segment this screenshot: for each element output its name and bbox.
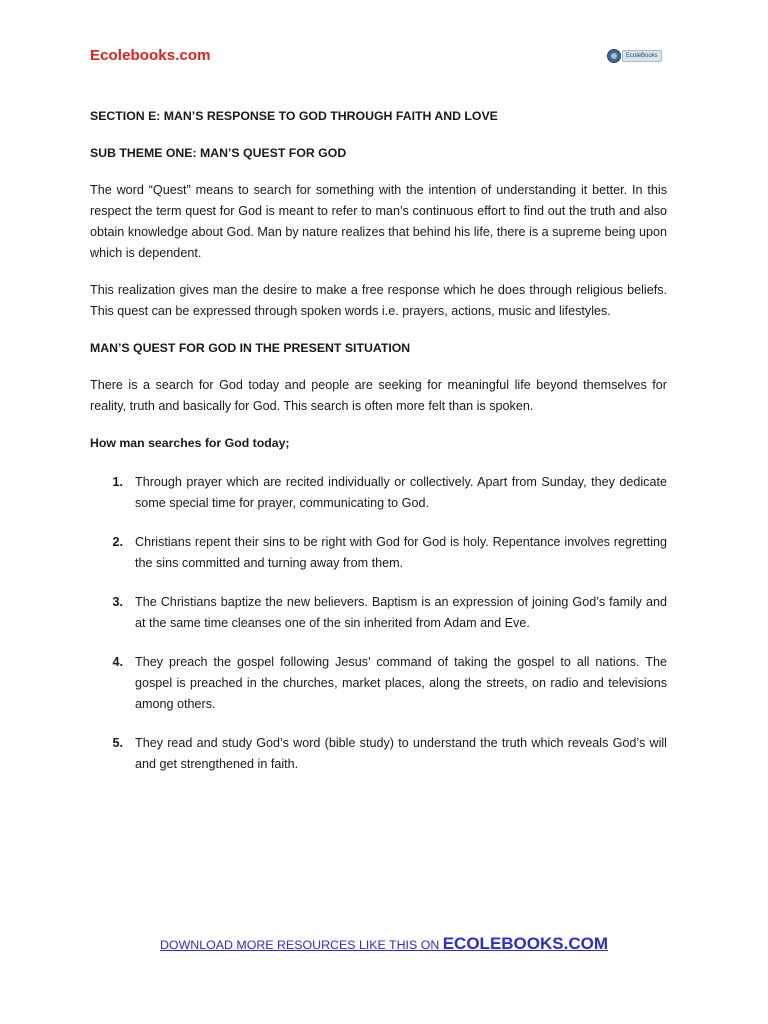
list-item	[90, 733, 667, 775]
ecolebooks-logo	[607, 47, 657, 64]
list-number: 1.	[112, 475, 123, 489]
list-item-text: They read and study God’s word (bible study) to understand the truth which reveals God’s will and get strengthened in faith.	[135, 736, 667, 771]
footer	[0, 934, 768, 954]
list-item-text: Through prayer which are recited individually or collectively. Apart from Sunday, they dedicate some special time for prayer, communicating to God.	[135, 475, 667, 510]
list-number: 4.	[112, 655, 123, 669]
download-resources-link[interactable]	[160, 936, 608, 953]
logo-text: EcoleBooks	[622, 50, 662, 62]
list-item-text: Christians repent their sins to be right with God for God is holy. Repentance involves regretting the sins committed and turning away from them.	[135, 535, 667, 570]
list-item	[90, 532, 667, 574]
sub-theme-title: SUB THEME ONE: MAN’S QUEST FOR GOD	[90, 146, 347, 160]
brand-title: Ecolebooks.com	[90, 47, 211, 64]
footer-link-text: DOWNLOAD MORE RESOURCES LIKE THIS ON	[159, 938, 443, 952]
list-item	[90, 652, 667, 715]
list-item-text: They preach the gospel following Jesus’ command of taking the gospel to all nations. The gospel is preached in the churches, market places, along the streets, on radio and televisions among others.	[135, 655, 667, 711]
present-situation-heading: MAN’S QUEST FOR GOD IN THE PRESENT SITUATION	[90, 341, 411, 355]
paragraph-present-situation: There is a search for God today and people are seeking for meaningful life beyond themselves for reality, truth and basically for God. This search is often more felt than is spoken.	[90, 378, 667, 413]
list-number: 2.	[112, 535, 123, 549]
list-number: 5.	[112, 736, 123, 750]
how-man-searches-heading: How man searches for God today;	[90, 436, 290, 450]
paragraph-quest-definition: The word “Quest” means to search for something with the intention of understanding it better. In this respect the term quest for God is meant to refer to man’s continuous effort to find out the truth and also obtain knowledge about God. Man by nature realizes that behind his life, there is a supreme being upon which is dependent.	[90, 183, 667, 260]
paragraph-realization: This realization gives man the desire to make a free response which he does through religious beliefs. This quest can be expressed through spoken words i.e. prayers, actions, music and lifestyles.	[90, 283, 667, 318]
section-title: SECTION E: MAN’S RESPONSE TO GOD THROUGH FAITH AND LOVE	[90, 109, 498, 123]
list-item-text: The Christians baptize the new believers. Baptism is an expression of joining God’s family and at the same time cleanses one of the sin inherited from Adam and Eve.	[135, 595, 667, 630]
document-body	[90, 106, 667, 793]
book-globe-icon	[607, 49, 621, 63]
footer-site-name: ECOLEBOOKS.COM	[442, 934, 609, 953]
search-methods-list	[90, 472, 667, 775]
list-item	[90, 472, 667, 514]
list-item	[90, 592, 667, 634]
list-number: 3.	[112, 595, 123, 609]
